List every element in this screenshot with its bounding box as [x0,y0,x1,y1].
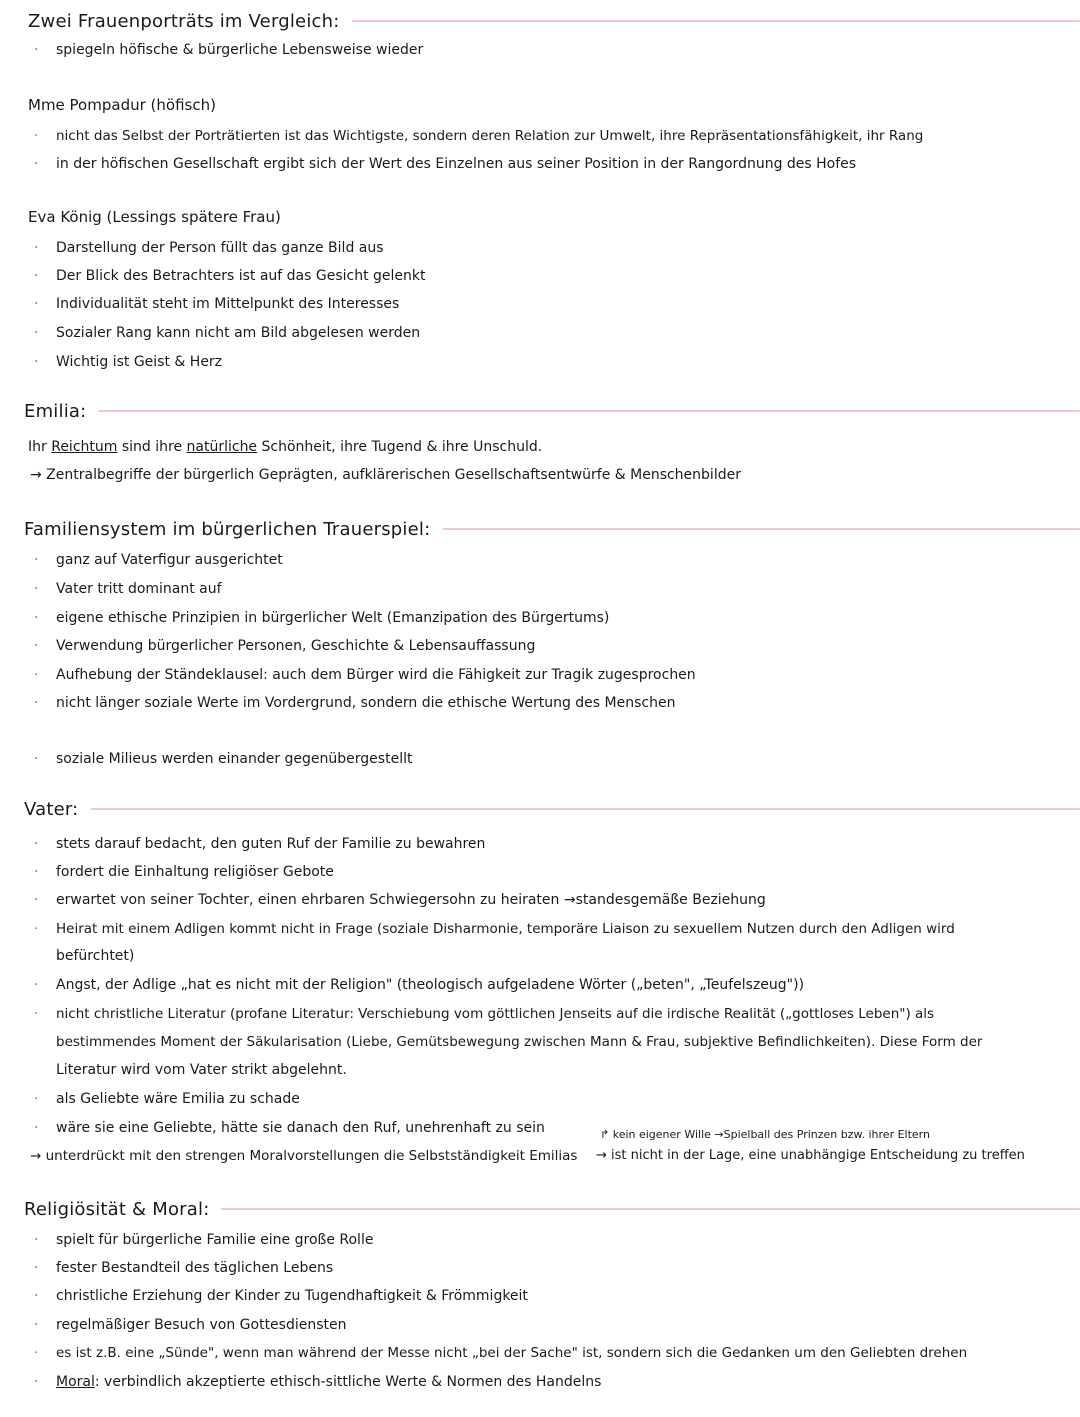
heading-text: Familiensystem im bürgerlichen Trauerspiel: [24,518,431,540]
heading-text: Vater: [24,798,79,820]
text-line: → unterdrückt mit den strengen Moralvorstellungen die Selbstständigkeit Emilias [30,1148,578,1164]
bullet-item: · erwartet von seiner Tochter, einen ehrbaren Schwiegersohn zu heiraten →standesgemäße Beziehung [34,892,766,908]
bullet-item: · Angst, der Adlige „hat es nicht mit der Religion" (theologisch aufgeladene Wörter („beten", „Teufelszeug")) [34,977,805,993]
heading-rule [442,528,1080,530]
subheading-eva-koenig: Eva König (Lessings spätere Frau) [28,208,281,226]
section-heading-familiensystem [24,516,1080,542]
bullet-item: · fordert die Einhaltung religiöser Gebote [34,864,334,880]
text-line: befürchtet) [56,948,135,964]
text-line: → Zentralbegriffe der bürgerlich Geprägten, aufklärerischen Gesellschaftsentwürfe & Menschenbilder [30,467,741,483]
bullet-item: · fester Bestandteil des täglichen Lebens [34,1260,334,1276]
section-heading-emilia [24,398,1080,424]
bullet-item: · als Geliebte wäre Emilia zu schade [34,1091,300,1107]
bullet-item: · eigene ethische Prinzipien in bürgerlicher Welt (Emanzipation des Bürgertums) [34,610,610,626]
bullet-item: · soziale Milieus werden einander gegenübergestellt [34,751,413,767]
section-heading-vater [24,796,1080,822]
heading-rule [221,1208,1080,1210]
bullet-item: · Moral: verbindlich akzeptierte ethisch-sittliche Werte & Normen des Handelns [34,1374,602,1390]
bullet-item: · spiegeln höfische & bürgerliche Lebensweise wieder [34,42,424,58]
bullet-item: · Aufhebung der Ständeklausel: auch dem Bürger wird die Fähigkeit zur Tragik zugesprochen [34,667,696,683]
section-heading-frauenportraets [28,8,1080,34]
heading-rule [98,410,1080,412]
bullet-item: · es ist z.B. eine „Sünde", wenn man während der Messe nicht „bei der Sache" ist, sondern sich die Gedanken um den Geliebten drehen [34,1345,968,1361]
heading-rule [352,20,1080,22]
bullet-item: · ganz auf Vaterfigur ausgerichtet [34,552,283,568]
bullet-item: · Heirat mit einem Adligen kommt nicht in Frage (soziale Disharmonie, temporäre Liaison zu sexuellem Nutzen durch den Adligen wird [34,921,955,937]
bullet-item: · Vater tritt dominant auf [34,581,222,597]
bullet-item: · christliche Erziehung der Kinder zu Tugendhaftigkeit & Frömmigkeit [34,1288,528,1304]
bullet-item: · nicht länger soziale Werte im Vordergrund, sondern die ethische Wertung des Menschen [34,695,676,711]
bullet-item: · Individualität steht im Mittelpunkt des Interesses [34,296,400,312]
bullet-item: · Verwendung bürgerlicher Personen, Geschichte & Lebensauffassung [34,638,536,654]
bullet-item: · Der Blick des Betrachters ist auf das Gesicht gelenkt [34,268,426,284]
heading-text: Zwei Frauenporträts im Vergleich: [28,10,340,32]
bullet-item: · nicht das Selbst der Porträtierten ist das Wichtigste, sondern deren Relation zur Umwelt, ihre Repräsentationsfähigkeit, ihr Rang [34,128,924,144]
bullet-item: · in der höfischen Gesellschaft ergibt sich der Wert des Einzelnen aus seiner Position in der Rangordnung des Hofes [34,156,857,172]
bullet-item: · Darstellung der Person füllt das ganze Bild aus [34,240,384,256]
annotation-note: ↱ kein eigener Wille →Spielball des Prinzen bzw. ihrer Eltern [600,1128,930,1141]
section-heading-religiositaet [24,1196,1080,1222]
text-line: Ihr Reichtum sind ihre natürliche Schönheit, ihre Tugend & ihre Unschuld. [28,439,543,455]
bullet-item: · Wichtig ist Geist & Herz [34,354,223,370]
heading-rule [90,808,1080,810]
bullet-item: · regelmäßiger Besuch von Gottesdiensten [34,1317,347,1333]
text-line: Literatur wird vom Vater strikt abgelehnt. [56,1062,347,1078]
bullet-item: · stets darauf bedacht, den guten Ruf der Familie zu bewahren [34,836,486,852]
subheading-pompadour: Mme Pompadur (höfisch) [28,96,216,114]
heading-text: Religiösität & Moral: [24,1198,210,1220]
bullet-item: · nicht christliche Literatur (profane Literatur: Verschiebung vom göttlichen Jenseits auf die irdische Realität („gottloses Leben") als [34,1006,935,1022]
text-line: → ist nicht in der Lage, eine unabhängige Entscheidung zu treffen [596,1148,1025,1163]
bullet-item: · spielt für bürgerliche Familie eine große Rolle [34,1232,374,1248]
text-line: bestimmendes Moment der Säkularisation (Liebe, Gemütsbewegung zwischen Mann & Frau, subjektive Befindlichkeiten). Diese Form der [56,1034,983,1050]
heading-text: Emilia: [24,400,87,422]
bullet-item: · wäre sie eine Geliebte, hätte sie danach den Ruf, unehrenhaft zu sein [34,1120,545,1136]
bullet-item: · Sozialer Rang kann nicht am Bild abgelesen werden [34,325,421,341]
